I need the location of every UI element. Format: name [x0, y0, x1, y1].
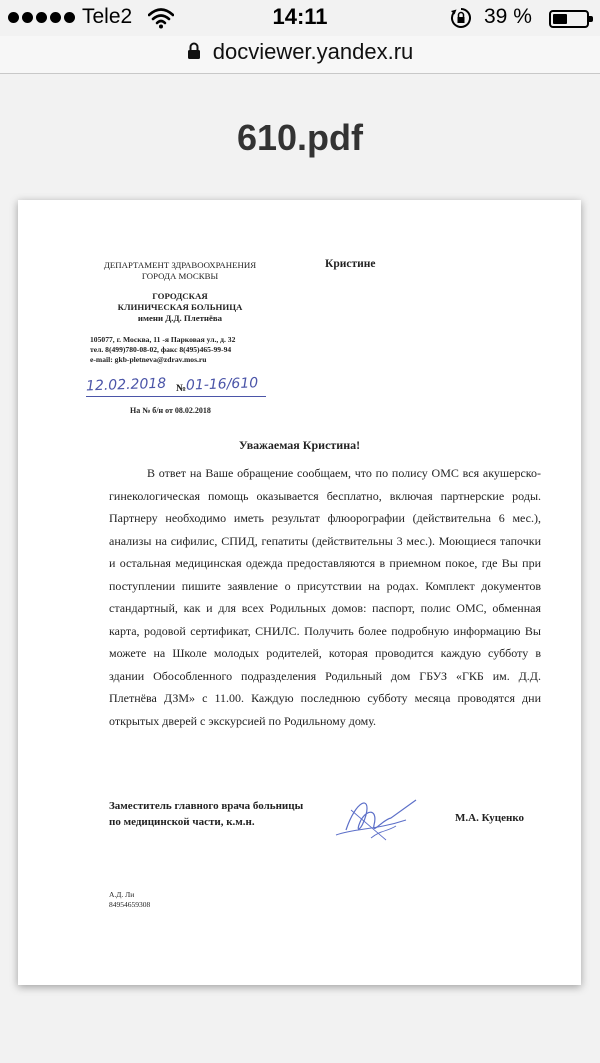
executor-name: А.Д. Ли — [109, 890, 135, 899]
hospital-line: имени Д.Д. Плетнёва — [137, 313, 223, 323]
rotation-lock-icon — [450, 7, 472, 29]
reference-line: На № б/н от 08.02.2018 — [130, 406, 211, 415]
hospital-address — [90, 335, 280, 365]
handwritten-date: 12.02.2018 — [85, 375, 167, 395]
url-text: docviewer.yandex.ru — [212, 39, 414, 64]
executor-phone: 84954659308 — [109, 900, 151, 909]
number-sign: № — [176, 383, 187, 394]
address-line: e-mail: gkb-pletneva@zdrav.mos.ru — [90, 355, 207, 364]
hospital-line: ГОРОДСКАЯ — [152, 291, 208, 301]
signatory-title-line: Заместитель главного врача больницы — [109, 800, 304, 812]
url-display[interactable] — [0, 39, 600, 65]
signatory-name: М.А. Куценко — [455, 812, 525, 824]
pdf-page[interactable] — [18, 200, 581, 985]
handwritten-signature — [316, 790, 426, 845]
hospital-line: КЛИНИЧЕСКАЯ БОЛЬНИЦА — [117, 302, 243, 312]
carrier-name: Tele2 — [82, 5, 133, 28]
handwritten-number: 01-16/610 — [185, 375, 259, 394]
address-bar[interactable] — [0, 36, 600, 74]
clock: 14:11 — [272, 4, 328, 29]
lock-icon — [187, 42, 201, 60]
addressee: Кристине — [325, 258, 376, 270]
signatory-title-line: по медицинской части, к.м.н. — [109, 816, 255, 828]
battery-percentage: 39 % — [484, 5, 532, 28]
executor-info — [109, 890, 150, 910]
battery-level-fill — [553, 14, 567, 24]
battery-icon — [549, 10, 589, 28]
reference-underline — [86, 396, 266, 397]
hospital-name — [90, 291, 270, 324]
greeting: Уважаемая Кристина! — [238, 438, 361, 452]
letter-body: В ответ на Ваше обращение сообщаем, что по полису ОМС вся акушерско-гинекологическая помощь оказывается бесплатно, включая партнерские роды. Партнеру необходимо иметь результат флюорографии (действительна 6 мес.), анализы на сифилис, СПИД, гепатиты (действительны 3 мес.). Моющиеся тапочки и остальная медицинская одежда предоставляются в приемном покое, где Вы при поступлении пишите заявление о присутствии на родах. Комплект документов стандартный, как и для всех Родильных домов: паспорт, полис ОМС, обменная карта, родовой сертификат, СНИЛС. Получить более подробную информацию Вы можете на Школе молодых родителей, которая проводится каждую субботу в здании Обособленного подразделения Родильный дом ГБУЗ «ГКБ им. Д.Д. Плетнёва ДЗМ» с 11.00. Каждую последнюю субботу месяца проводятся дни открытых дверей с экскурсией по Родильному дому. — [109, 466, 541, 728]
department-header: ДЕПАРТАМЕНТ ЗДРАВООХРАНЕНИЯ ГОРОДА МОСКВЫ — [103, 260, 257, 281]
address-line: тел. 8(499)780-08-02, факс 8(495)465-99-94 — [90, 345, 232, 354]
signatory-title — [109, 798, 303, 830]
address-line: 105077, г. Москва, 11 -я Парковая ул., д. 32 — [90, 335, 236, 344]
status-bar — [0, 0, 600, 36]
document-title: 610.pdf — [236, 117, 364, 158]
